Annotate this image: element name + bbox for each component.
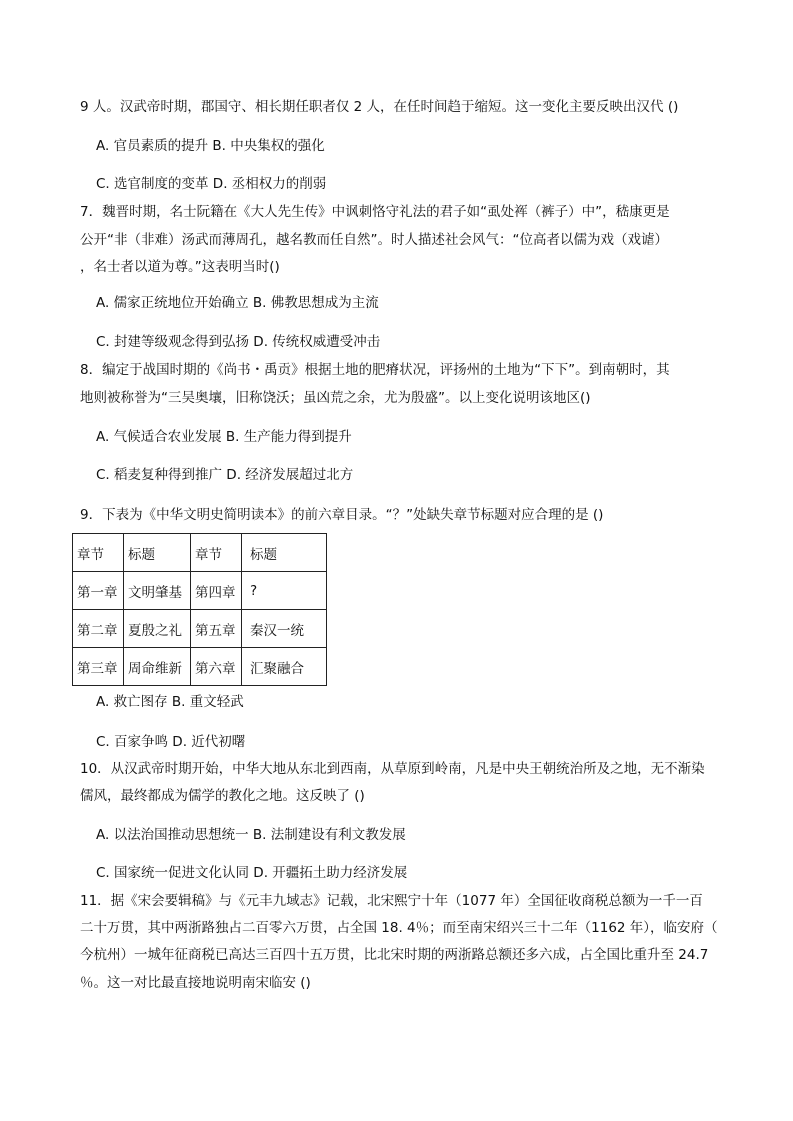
question-6-tail: 9 人。汉武帝时期，郡国守、相长期任职者仅 2 人，在任时间趋于缩短。这一变化主要反映出汉代 () — [80, 99, 679, 115]
table-cell: 秦汉一统 — [242, 610, 327, 648]
table-cell: 第一章 — [73, 572, 124, 610]
q7-options-ab: A. 儒家正统地位开始确立 B. 佛教思想成为主流 — [96, 295, 379, 311]
table-row — [73, 610, 327, 648]
table-cell: ? — [242, 572, 327, 610]
question-10-line-2: 儒风，最终都成为儒学的教化之地。这反映了 () — [80, 788, 365, 804]
table-header-cell: 章节 — [73, 534, 124, 572]
table-row — [73, 572, 327, 610]
question-8-line-2: 地则被称誉为“三吴奥壤，旧称饶沃；虽凶荒之余，尤为殷盛”。以上变化说明该地区() — [80, 390, 591, 406]
table-header-row — [73, 534, 327, 572]
table-cell: 第五章 — [191, 610, 242, 648]
q9-options-ab: A. 救亡图存 B. 重文轻武 — [96, 694, 244, 710]
table-header-cell: 标题 — [242, 534, 327, 572]
table-header-cell: 章节 — [191, 534, 242, 572]
table-cell: 第二章 — [73, 610, 124, 648]
table-row — [73, 648, 327, 686]
table-cell: 文明肇基 — [124, 572, 191, 610]
question-7-line-1: 7．魏晋时期，名士阮籍在《大人先生传》中讽刺恪守礼法的君子如“虱处裈（裤子）中”，嵇康更是 — [80, 204, 670, 220]
question-8-line-1: 8．编定于战国时期的《尚书・禹贡》根据土地的肥瘠状况，评扬州的土地为“下下”。到南朝时，其 — [80, 362, 670, 378]
table-cell: 第四章 — [191, 572, 242, 610]
table-cell: 周命维新 — [124, 648, 191, 686]
table-cell: 汇聚融合 — [242, 648, 327, 686]
table-cell: 第六章 — [191, 648, 242, 686]
table-header-cell: 标题 — [124, 534, 191, 572]
question-11-line-1: 11．据《宋会要辑稿》与《元丰九域志》记载，北宋熙宁十年（1077 年）全国征收商税总额为一千一百 — [80, 893, 703, 909]
q6-options-cd: C. 选官制度的变革 D. 丞相权力的削弱 — [96, 176, 327, 192]
q10-options-ab: A. 以法治国推动思想统一 B. 法制建设有利文教发展 — [96, 827, 406, 843]
question-7-line-3: ，名士者以道为尊。”这表明当时() — [80, 259, 280, 275]
question-9-line-1: 9．下表为《中华文明史简明读本》的前六章目录。“？”处缺失章节标题对应合理的是 () — [80, 507, 604, 523]
q8-options-cd: C. 稻麦复种得到推广 D. 经济发展超过北方 — [96, 467, 354, 483]
q6-options-ab: A. 官员素质的提升 B. 中央集权的强化 — [96, 138, 325, 154]
q9-options-cd: C. 百家争鸣 D. 近代初曙 — [96, 734, 246, 750]
question-11-line-3: 今杭州）一城年征商税已高达三百四十五万贯，比北宋时期的两浙路总额还多六成，占全国比重升至 24.7 — [80, 947, 709, 963]
table-cell: 第三章 — [73, 648, 124, 686]
question-11-line-2: 二十万贯，其中两浙路独占二百零六万贯，占全国 18. 4％；而至南宋绍兴三十二年（1162 年），临安府（ — [80, 920, 718, 936]
chapter-table — [72, 533, 327, 686]
q7-options-cd: C. 封建等级观念得到弘扬 D. 传统权威遭受冲击 — [96, 334, 381, 350]
question-7-line-2: 公开“非（非难）汤武而薄周孔，越名教而任自然”。时人描述社会风气：“位高者以儒为戏（戏谑） — [80, 232, 668, 248]
table-cell: 夏殷之礼 — [124, 610, 191, 648]
question-11-line-4: ％。这一对比最直接地说明南宋临安 () — [80, 975, 311, 991]
question-10-line-1: 10．从汉武帝时期开始，中华大地从东北到西南，从草原到岭南，凡是中央王朝统治所及之地，无不渐染 — [80, 761, 705, 777]
q8-options-ab: A. 气候适合农业发展 B. 生产能力得到提升 — [96, 429, 352, 445]
q10-options-cd: C. 国家统一促进文化认同 D. 开疆拓土助力经济发展 — [96, 865, 408, 881]
